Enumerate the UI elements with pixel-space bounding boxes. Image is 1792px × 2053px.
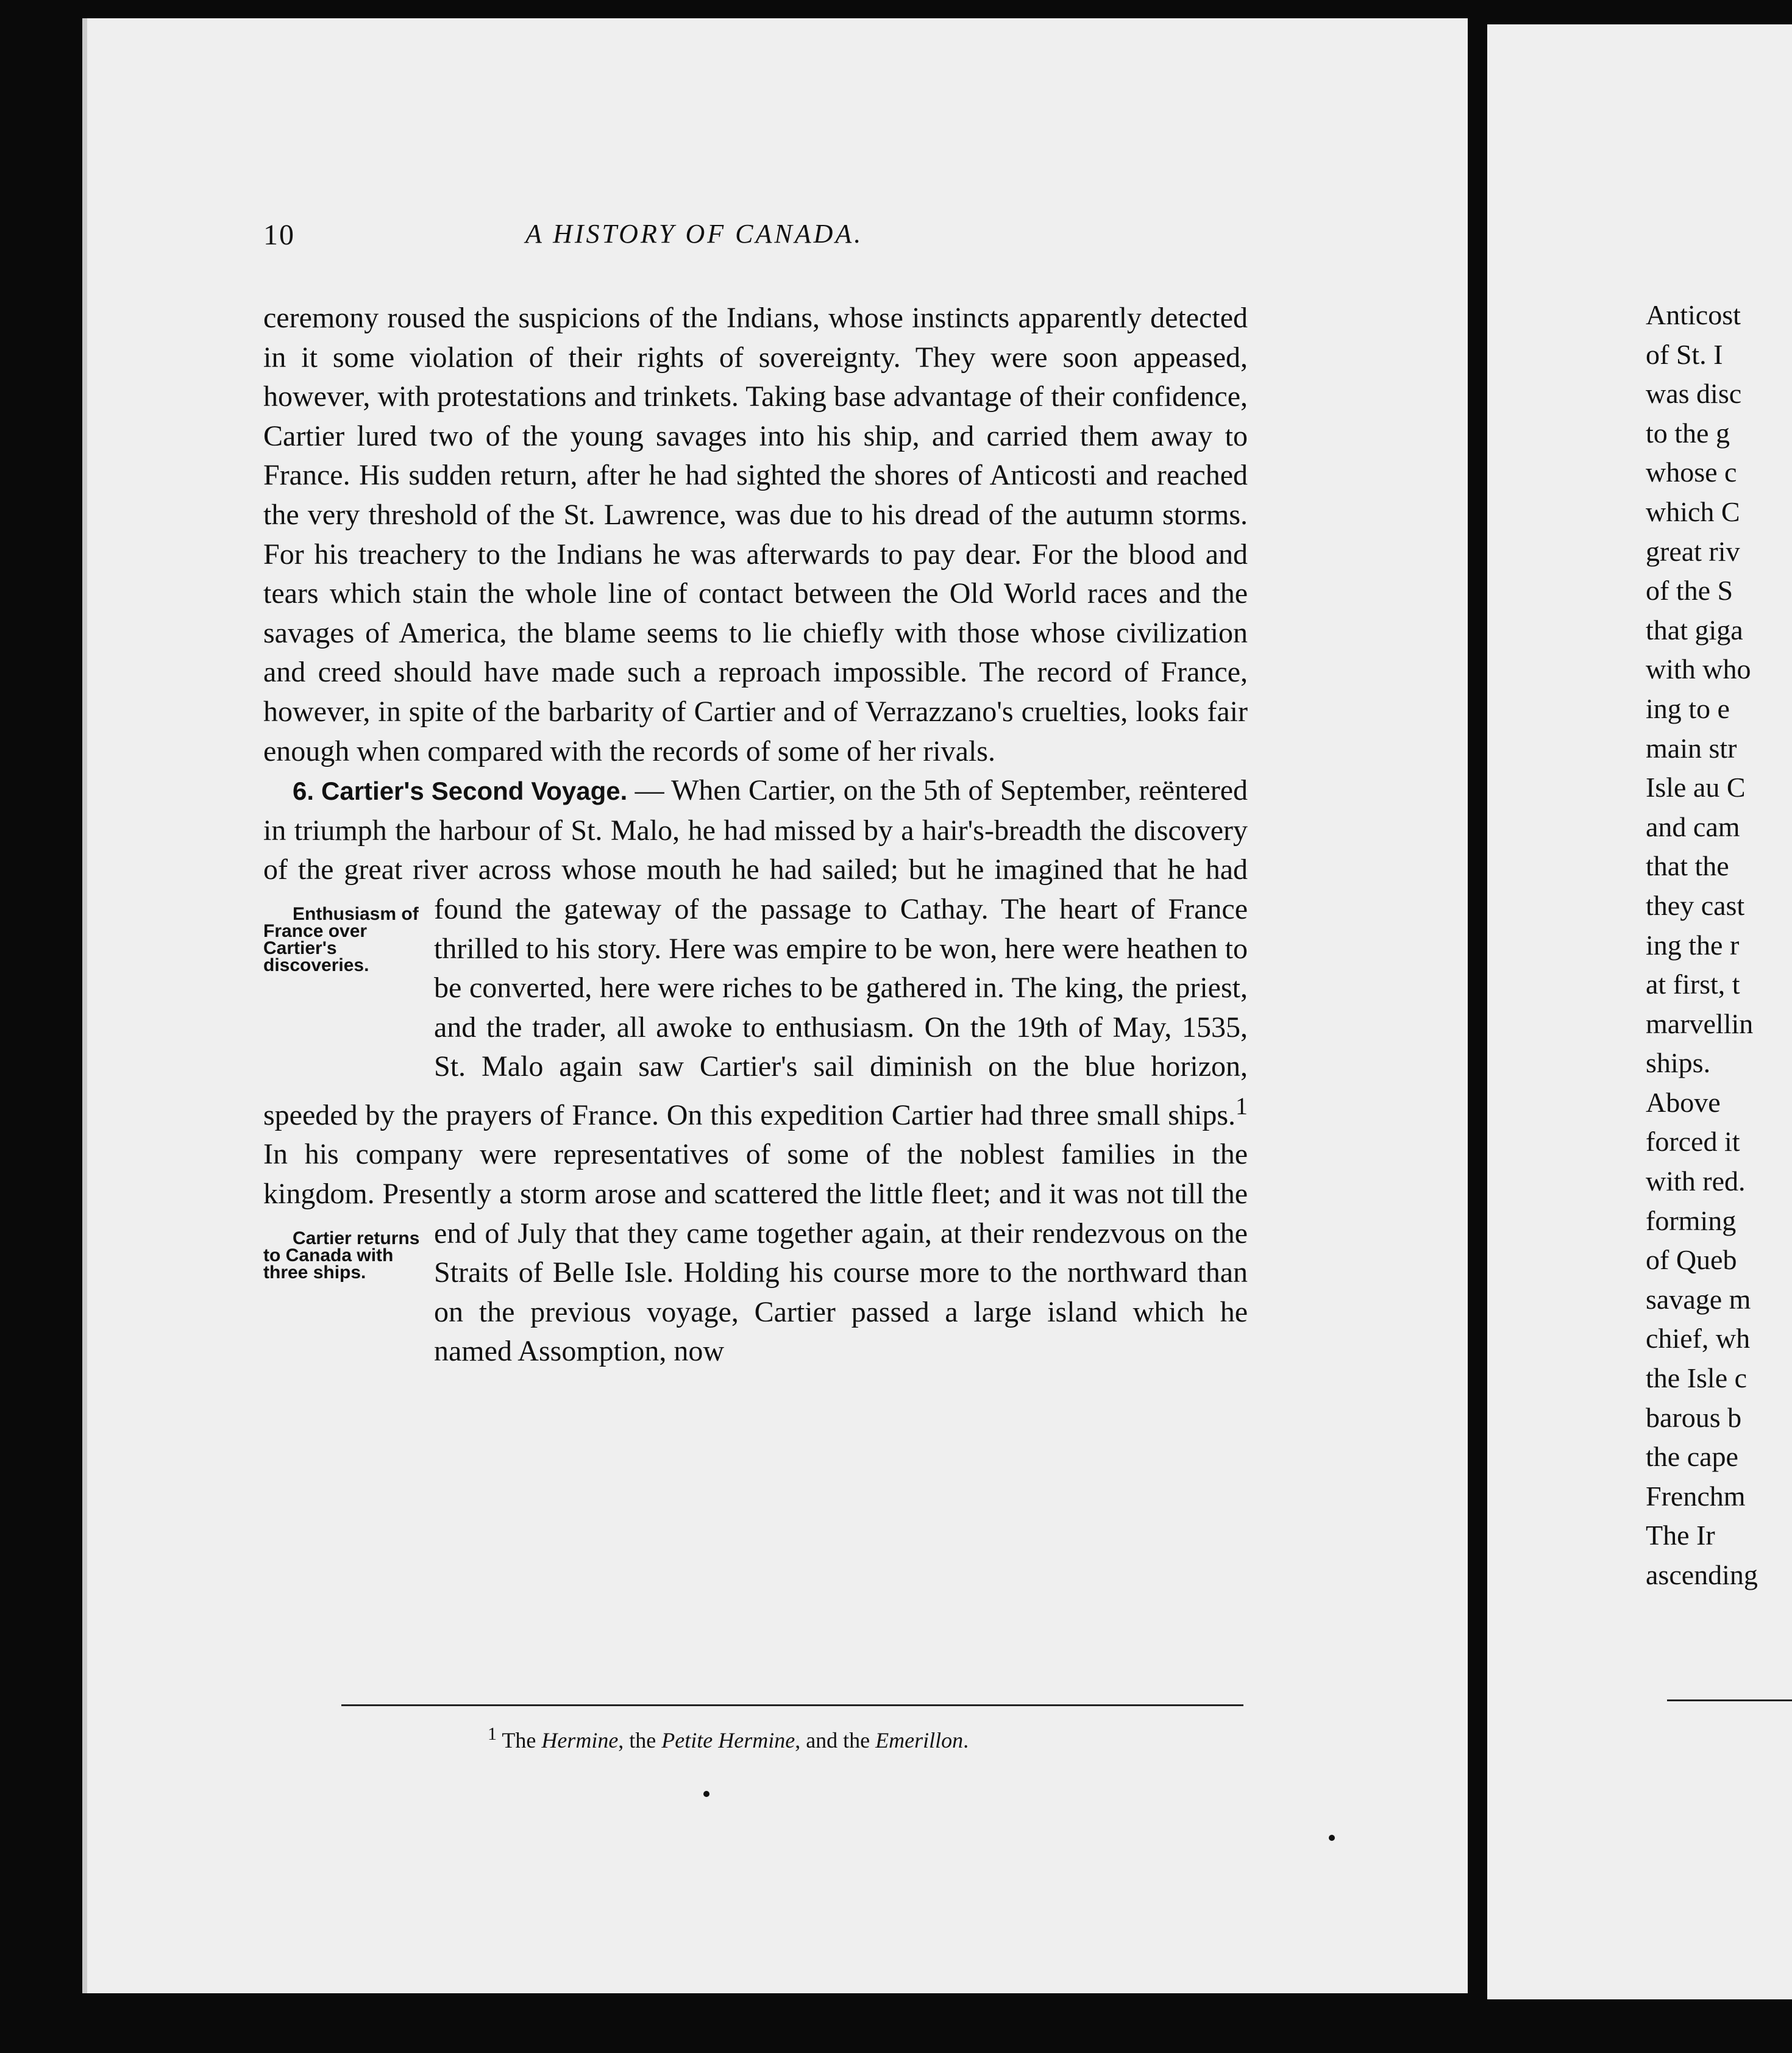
facing-page-line: ing to e	[1646, 692, 1730, 724]
facing-page-line: Above	[1646, 1086, 1721, 1118]
facing-page-text	[1646, 296, 1792, 1595]
facing-page-line: ascending	[1646, 1559, 1758, 1590]
facing-page-rule	[1667, 1699, 1792, 1701]
page-body	[263, 299, 1248, 1372]
section-6-text-a: — When Cartier, on the 5th of September, reëntered in triumph the harbour of St. Malo, he had missed by a hair's-breadth the discovery of the great river across whose mouth he had sailed; but he imagined that he had found the gateway of the passage to Cathay. The heart of France	[263, 774, 1248, 925]
facing-page-line: that the	[1646, 850, 1729, 882]
facing-page-line: the Isle c	[1646, 1362, 1748, 1394]
facing-page-line: the cape	[1646, 1441, 1738, 1473]
margin-note-enthusiasm: Enthusiasm of France over Cartier's discoveries.	[263, 903, 419, 975]
facing-page-line: forming	[1646, 1204, 1737, 1236]
ink-speck	[1329, 1835, 1335, 1841]
facing-page-line: and cam	[1646, 811, 1740, 842]
section-6-text-b: thrilled to his story. Here was empire to be won, here were heathen to be converted, here were riches to be gathered in. The king, the priest, and the trader, all awoke to enthusiasm. On the 19th of May, 1535, St. Malo again saw Cartier's sail diminish on the blue horizon, speeded by the prayers of France. On this expedition Cartier had three small ships.	[263, 932, 1248, 1131]
facing-page-line: that giga	[1646, 614, 1743, 646]
section-6-text-c: In his company were representatives of some of the noblest families in the kingdom. Presently a storm arose and scattered the little fleet; and it was not till the end of	[263, 1138, 1248, 1250]
facing-page-line: at first, t	[1646, 969, 1740, 1000]
facing-page-line: with who	[1646, 653, 1751, 685]
facing-page-line: Anticost	[1646, 299, 1741, 330]
page-number: 10	[263, 219, 295, 251]
facing-page-line: ships.	[1646, 1047, 1711, 1079]
facing-page-line: barous b	[1646, 1401, 1742, 1433]
facing-page-line: main str	[1646, 732, 1737, 764]
facing-page-line: great riv	[1646, 535, 1740, 567]
footnote-ref: 1	[1236, 1092, 1248, 1120]
section-6-text-d: July that they came together again, at their rendezvous on the Straits of Belle Isle. Holding his course more to the northward than on the previous voyage, Cartier passed a large island which he named Assomption, now	[434, 1217, 1248, 1368]
facing-page-line: ing the r	[1646, 929, 1740, 961]
facing-page-line: The Ir	[1646, 1520, 1715, 1551]
facing-page-line: Isle au C	[1646, 772, 1746, 803]
section-heading: 6. Cartier's Second Voyage.	[293, 777, 628, 806]
paragraph-1: ceremony roused the suspicions of the Indians, whose instincts apparently detected in it some violation of their rights of sovereignty. They were soon appeased, however, with protestations and trinkets. Taking base advantage of their confidence, Cartier lured two of the young savages into his ship, and carried them away to France. His sudden return, after he had sighted the shores of Anticosti and reached the very threshold of the St. Lawrence, was due to his dread of the autumn storms. For his treachery to the Indians he was afterwards to pay dear. For the blood and tears which stain the whole line of contact between the Old World races and the savages of America, the blame seems to lie chiefly with those whose civilization and creed should have made such a reproach impossible. The record of France, however, in spite of the barbarity of Cartier and of Verrazzano's cruelties, looks fair enough when compared with the records of some of her rivals.	[263, 302, 1248, 767]
facing-page-line: which C	[1646, 496, 1740, 527]
facing-page-line: of Queb	[1646, 1244, 1737, 1276]
facing-page-line: savage m	[1646, 1283, 1751, 1315]
facing-page-line: forced it	[1646, 1126, 1740, 1158]
facing-page-line: to the g	[1646, 417, 1730, 449]
margin-note-returns: Cartier returns to Canada with three ships.	[263, 1228, 420, 1283]
ink-speck	[703, 1791, 709, 1797]
facing-page-line: marvellin	[1646, 1008, 1754, 1039]
facing-page-line: of St. I	[1646, 338, 1723, 370]
running-title: A HISTORY OF CANADA.	[525, 219, 864, 249]
facing-page-line: Frenchm	[1646, 1480, 1746, 1512]
facing-page-line: of the S	[1646, 575, 1733, 607]
facing-page-line: was disc	[1646, 378, 1742, 410]
footnote-rule	[341, 1704, 1243, 1706]
footnote: $^1$ The Hermine, the Petite Hermine, and the Emerillon.	[488, 1724, 969, 1752]
facing-page-line: whose c	[1646, 457, 1737, 488]
facing-page-line: they cast	[1646, 889, 1745, 921]
facing-page-line: chief, wh	[1646, 1323, 1751, 1354]
facing-page-line: with red.	[1646, 1165, 1746, 1197]
section-6-paragraph	[263, 771, 1248, 1372]
page-header	[263, 212, 1300, 267]
